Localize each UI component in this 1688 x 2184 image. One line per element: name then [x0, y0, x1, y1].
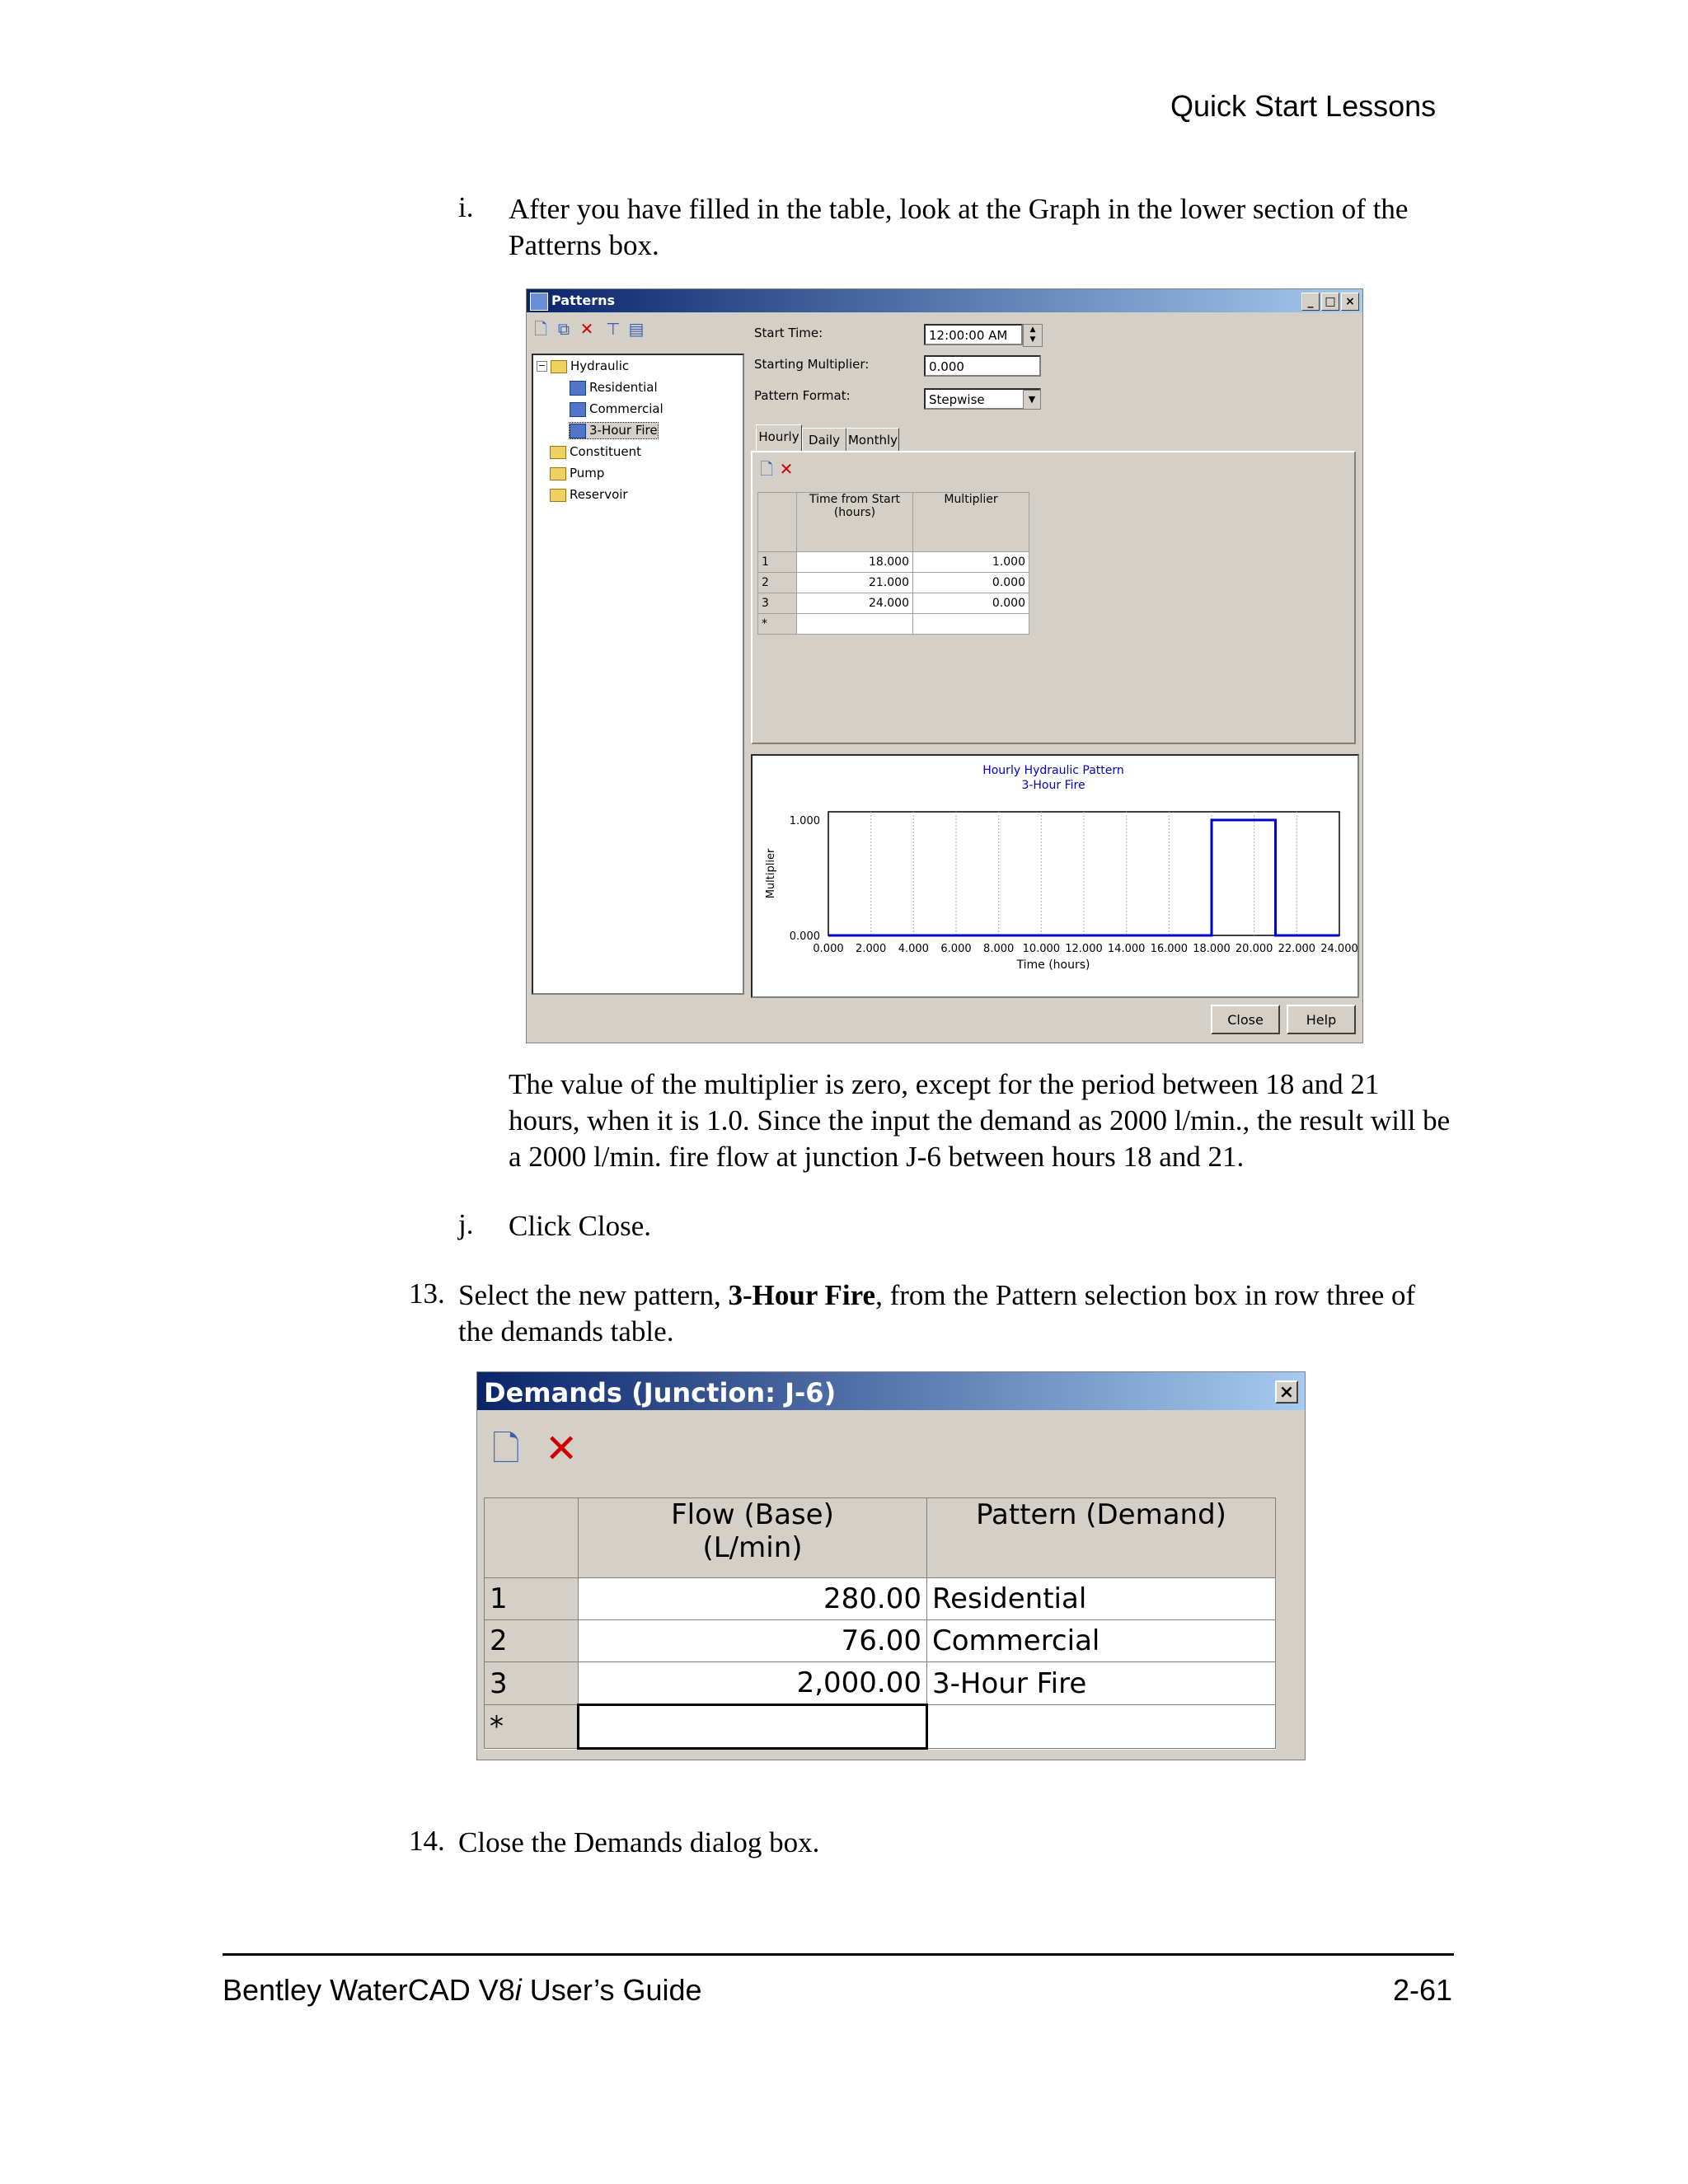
time-cell[interactable]: [797, 614, 913, 635]
maximize-button[interactable]: □: [1321, 293, 1339, 311]
y-tick-label: 1.000: [789, 815, 820, 827]
table-row[interactable]: [485, 1620, 1276, 1662]
corner-cell: [485, 1498, 579, 1578]
folder-icon: [550, 489, 566, 502]
table-row[interactable]: [758, 552, 1029, 573]
starting-multiplier-input[interactable]: 0.000: [924, 355, 1041, 377]
tree-node-commercial[interactable]: Commercial: [570, 401, 663, 417]
step-i-marker: i.: [458, 191, 474, 223]
pattern-icon: [570, 402, 586, 417]
step-j-marker: j.: [458, 1208, 474, 1240]
chevron-down-icon[interactable]: ▼: [1023, 390, 1041, 410]
close-window-button[interactable]: ×: [1341, 293, 1359, 311]
tree-node-3-hour-fire[interactable]: 3-Hour Fire: [570, 423, 658, 438]
explanation-paragraph: The value of the multiplier is zero, except for the period between 18 and 21 hours, when it is 1.0. Since the input the demand as 2000 l/min., the result will be a 2000 l/min. fire flow at junction J-6 between hours 18 and 21.: [509, 1068, 1451, 1173]
row-header: 1: [485, 1578, 579, 1620]
folder-icon: [550, 446, 566, 459]
time-cell[interactable]: 24.000: [797, 593, 913, 614]
x-tick-label: 20.000: [1235, 943, 1273, 955]
table-row[interactable]: [485, 1662, 1276, 1705]
x-tick-label: 16.000: [1150, 943, 1189, 955]
pattern-table: [757, 492, 1029, 635]
folder-icon: [551, 360, 567, 373]
y-tick-label: 0.000: [789, 930, 820, 943]
delete-icon[interactable]: ✕: [579, 319, 594, 339]
table-new-row[interactable]: [485, 1705, 1276, 1749]
step-14-marker: 14.: [409, 1825, 445, 1857]
new-row-icon[interactable]: 🗋: [759, 459, 774, 479]
pattern-format-label: Pattern Format:: [754, 388, 851, 403]
step-14-text: Close the Demands dialog box.: [458, 1826, 820, 1858]
start-time-label: Start Time:: [754, 326, 823, 340]
new-row-icon[interactable]: 🗋: [492, 1428, 520, 1469]
pattern-format-select[interactable]: Stepwise: [924, 388, 1041, 410]
pattern-cell[interactable]: [927, 1705, 1276, 1749]
tab-hourly[interactable]: Hourly: [756, 424, 802, 452]
pattern-cell[interactable]: Commercial: [927, 1620, 1276, 1662]
pattern-graph: [751, 754, 1359, 998]
table-new-row[interactable]: [758, 614, 1029, 635]
help-button[interactable]: Help: [1287, 1005, 1356, 1034]
row-header: 1: [758, 552, 797, 573]
pattern-cell[interactable]: Residential: [927, 1578, 1276, 1620]
col-pattern-header: Pattern (Demand): [927, 1498, 1276, 1578]
x-tick-label: 2.000: [856, 943, 887, 955]
step-13-text: Select the new pattern, 3-Hour Fire, from the Pattern selection box in row three of the demands table.: [458, 1279, 1416, 1347]
flow-cell[interactable]: 2,000.00: [579, 1662, 927, 1705]
demands-title: Demands (Junction: J-6): [484, 1377, 837, 1408]
x-tick-label: 22.000: [1278, 943, 1316, 955]
minimize-button[interactable]: _: [1301, 293, 1320, 311]
time-cell[interactable]: 18.000: [797, 552, 913, 573]
collapse-icon[interactable]: −: [537, 360, 546, 371]
footer-title: Bentley WaterCAD V8i User’s Guide: [223, 1973, 702, 2007]
running-header: Quick Start Lessons: [1170, 89, 1437, 123]
close-button[interactable]: Close: [1211, 1005, 1280, 1034]
x-tick-label: 12.000: [1065, 943, 1103, 955]
x-tick-label: 0.000: [813, 943, 844, 955]
row-header: 3: [485, 1662, 579, 1705]
tree-node-residential[interactable]: Residential: [570, 380, 658, 396]
x-tick-label: 14.000: [1107, 943, 1146, 955]
multiplier-cell[interactable]: [913, 614, 1029, 635]
multiplier-cell[interactable]: 0.000: [913, 573, 1029, 593]
step-j-text: Click Close.: [509, 1210, 652, 1242]
tree-node-pump[interactable]: Pump: [550, 466, 604, 480]
page-number: 2-61: [1393, 1973, 1453, 2007]
chart-title: Hourly Hydraulic Pattern: [982, 764, 1124, 777]
y-axis-label: Multiplier: [765, 848, 777, 899]
start-time-input[interactable]: 12:00:00 AM: [924, 324, 1023, 345]
table-row[interactable]: [758, 573, 1029, 593]
multiplier-cell[interactable]: 1.000: [913, 552, 1029, 573]
x-tick-label: 6.000: [940, 943, 972, 955]
corner-cell: [758, 493, 797, 552]
pattern-tree: [532, 354, 744, 995]
flow-cell[interactable]: [579, 1705, 927, 1749]
table-row[interactable]: [758, 593, 1029, 614]
col-multiplier-header: Multiplier: [913, 493, 1029, 552]
demands-table: [484, 1497, 1276, 1750]
patterns-title: Patterns: [551, 293, 616, 308]
patterns-titlebar: [527, 289, 1362, 312]
new-icon[interactable]: 🗋: [533, 319, 548, 339]
x-tick-label: 24.000: [1320, 943, 1358, 955]
row-header: *: [485, 1705, 579, 1749]
pattern-cell[interactable]: 3-Hour Fire: [927, 1662, 1276, 1705]
start-time-spinner[interactable]: ▲ ▼: [1023, 324, 1043, 347]
pattern-icon: [570, 424, 586, 438]
pattern-chart: [753, 756, 1358, 993]
plot-area: [828, 812, 1339, 935]
row-header: 3: [758, 593, 797, 614]
demands-dialog: [476, 1371, 1306, 1760]
tree-node-constituent[interactable]: Constituent: [550, 444, 641, 459]
flow-cell[interactable]: 76.00: [579, 1620, 927, 1662]
footer-rule: [223, 1953, 1454, 1956]
patterns-dialog: [526, 288, 1363, 1043]
col-flow-header: Flow (Base) (L/min): [579, 1498, 927, 1578]
col-time-header: Time from Start (hours): [797, 493, 913, 552]
folder-icon: [550, 467, 566, 480]
x-axis-label: Time (hours): [1016, 958, 1090, 972]
demands-titlebar: [477, 1372, 1305, 1410]
flow-cell[interactable]: 280.00: [579, 1578, 927, 1620]
rename-icon[interactable]: ⊤: [606, 319, 621, 339]
tree-node-reservoir[interactable]: Reservoir: [550, 487, 628, 502]
step-i-text: After you have filled in the table, look at the Graph in the lower section of the Patterns box.: [509, 193, 1409, 261]
x-tick-label: 8.000: [983, 943, 1015, 955]
time-cell[interactable]: 21.000: [797, 573, 913, 593]
x-tick-label: 4.000: [898, 943, 929, 955]
report-icon[interactable]: ▤: [628, 319, 645, 339]
duplicate-icon[interactable]: ⧉: [557, 319, 570, 339]
step-13-marker: 13.: [409, 1277, 445, 1310]
tab-daily[interactable]: Daily: [802, 428, 846, 452]
row-header: *: [758, 614, 797, 635]
patterns-app-icon: [530, 293, 548, 311]
tree-node-hydraulic[interactable]: − Hydraulic: [537, 359, 630, 373]
table-row[interactable]: [485, 1578, 1276, 1620]
chart-subtitle: 3-Hour Fire: [1021, 779, 1085, 792]
x-tick-label: 10.000: [1022, 943, 1061, 955]
multiplier-cell[interactable]: 0.000: [913, 593, 1029, 614]
x-tick-label: 18.000: [1193, 943, 1231, 955]
pattern-icon: [570, 381, 586, 396]
starting-multiplier-label: Starting Multiplier:: [754, 357, 870, 372]
delete-row-icon[interactable]: ✕: [545, 1426, 579, 1472]
delete-row-icon[interactable]: ✕: [779, 459, 794, 479]
row-header: 2: [758, 573, 797, 593]
tab-monthly[interactable]: Monthly: [846, 428, 899, 452]
close-window-button[interactable]: ×: [1275, 1380, 1298, 1404]
row-header: 2: [485, 1620, 579, 1662]
